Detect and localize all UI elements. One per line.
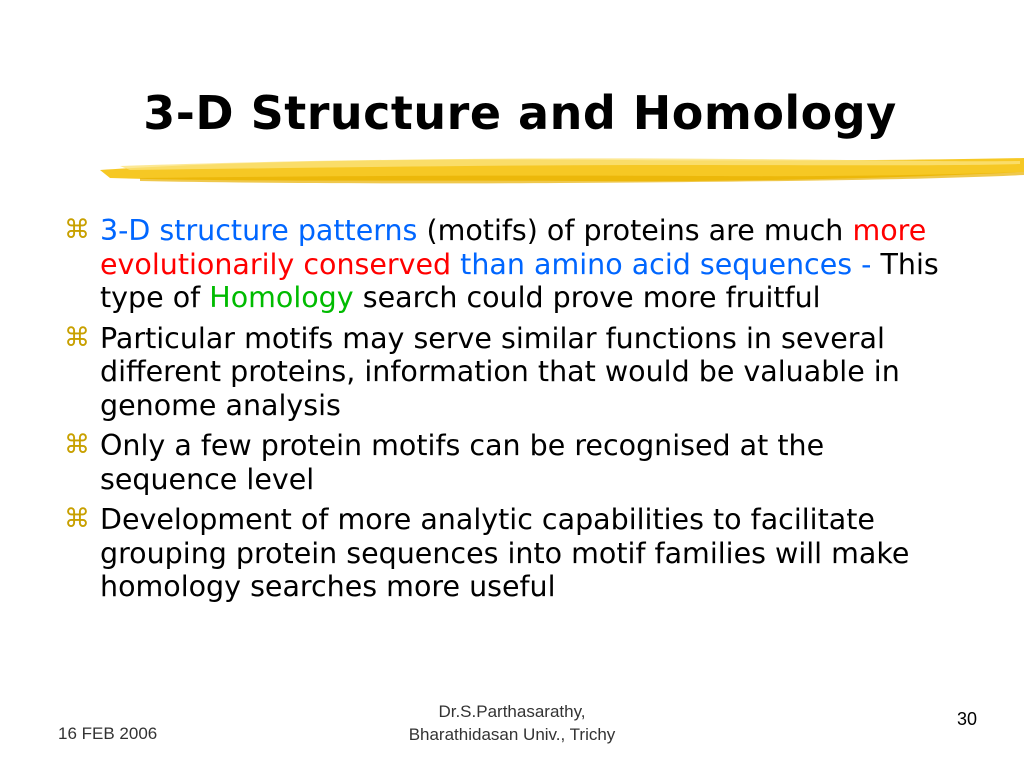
bullet-text: Only a few protein motifs can be recognised at the sequence level xyxy=(100,429,825,496)
bullet-text-segment: This type of xyxy=(100,247,939,314)
bullet-text-segment: than amino acid sequences - xyxy=(451,247,881,281)
bullet-text: Particular motifs may serve similar functions in several different proteins, information that would be valuable in genome analysis xyxy=(100,321,900,422)
footer-author-name: Dr.S.Parthasarathy, xyxy=(438,702,586,721)
bullet-item xyxy=(62,214,962,315)
bullet-item xyxy=(62,503,962,604)
slide-title: 3-D Structure and Homology xyxy=(143,86,897,140)
page-number: 30 xyxy=(957,709,978,729)
bullet-text: Development of more analytic capabilities to facilitate grouping protein sequences into motif families will make homology searches more useful xyxy=(100,503,910,603)
bullet-text-segment: 3-D structure patterns xyxy=(100,214,418,247)
footer-author xyxy=(0,700,1024,746)
bullet-marker-icon: ⌘ xyxy=(64,430,90,460)
title-underline-brush xyxy=(100,148,1024,188)
bullet-marker-icon: ⌘ xyxy=(64,322,90,353)
bullet-item xyxy=(62,322,962,423)
bullet-marker-icon: ⌘ xyxy=(64,504,90,534)
bullet-text-segment: (motifs) of proteins are much xyxy=(417,214,853,247)
footer-author-affiliation: Bharathidasan Univ., Trichy xyxy=(408,725,616,744)
bullet-text-segment: more evolutionarily conserved xyxy=(100,214,927,281)
bullet-item xyxy=(62,429,962,496)
bullet-marker-icon: ⌘ xyxy=(64,215,90,245)
bullet-list xyxy=(62,214,962,611)
bullet-text-segment: search could prove more fruitful xyxy=(353,281,821,314)
bullet-text-segment: Homology xyxy=(209,281,354,314)
footer-date: 16 FEB 2006 xyxy=(58,724,158,743)
